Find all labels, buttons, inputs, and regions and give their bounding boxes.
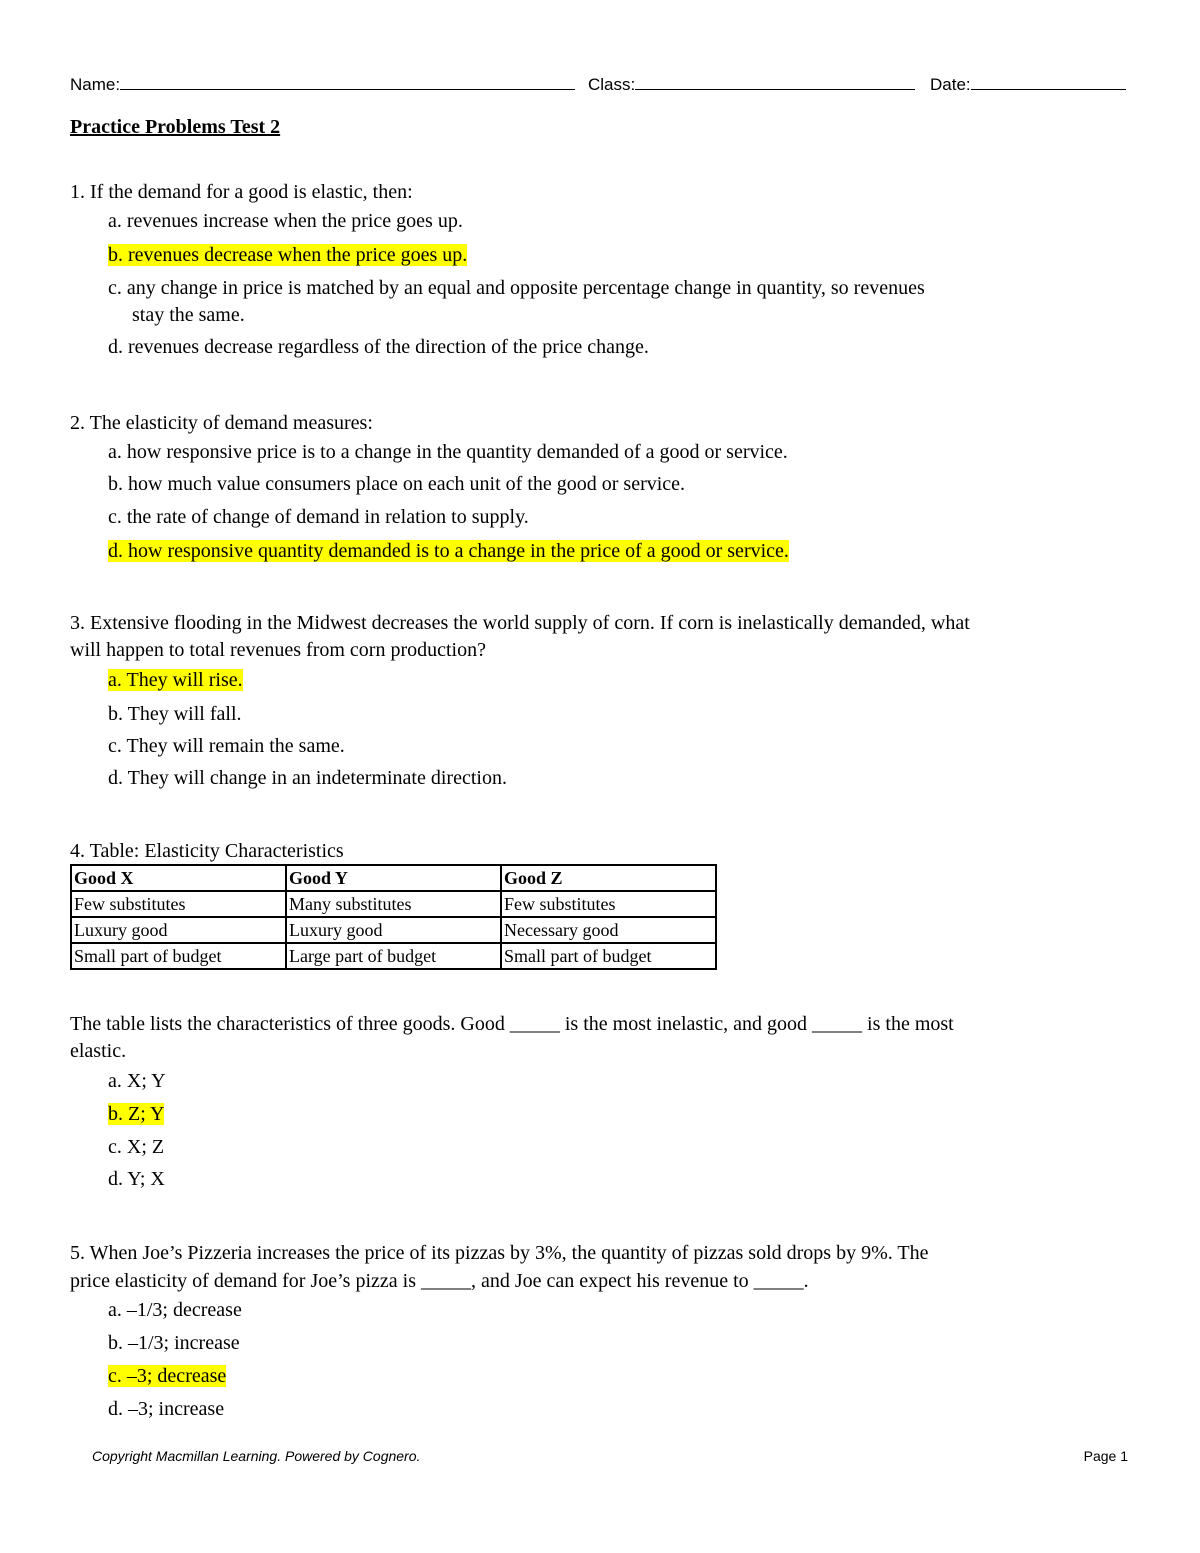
footer-page-number: Page 1 — [1083, 1448, 1128, 1464]
table-cell: Few substitutes — [71, 891, 286, 917]
question-2-option-c: c. the rate of change of demand in relation to supply. — [108, 506, 529, 528]
question-3-stem-line-2: will happen to total revenues from corn production? — [70, 639, 486, 661]
answer-highlight: b. Z; Y — [108, 1103, 165, 1125]
question-5-option-c — [108, 1363, 226, 1389]
table-row — [71, 943, 716, 969]
question-3-stem-line-1: 3. Extensive flooding in the Midwest decreases the world supply of corn. If corn is inelastically demanded, what — [70, 612, 970, 634]
table-cell: Small part of budget — [71, 943, 286, 969]
question-4-option-d: d. Y; X — [108, 1168, 165, 1190]
question-4-prompt-line-1: The table lists the characteristics of three goods. Good _____ is the most inelastic, and good _____ is the most — [70, 1013, 954, 1035]
table-header-cell: Good Y — [286, 865, 501, 891]
question-3-option-c: c. They will remain the same. — [108, 735, 345, 757]
table-row — [71, 917, 716, 943]
table-header-cell: Good X — [71, 865, 286, 891]
name-blank[interactable] — [120, 72, 575, 90]
table-header-row — [71, 865, 716, 891]
question-2-option-d — [108, 538, 789, 564]
name-field[interactable] — [70, 72, 575, 96]
question-1-option-c-cont: stay the same. — [132, 304, 245, 326]
question-3-option-a — [108, 667, 243, 693]
page-title: Practice Problems Test 2 — [70, 116, 281, 138]
question-4-option-b — [108, 1101, 164, 1127]
answer-highlight: c. –3; decrease — [108, 1365, 227, 1387]
table-cell: Luxury good — [71, 917, 286, 943]
class-blank[interactable] — [635, 72, 915, 90]
question-1-option-a: a. revenues increase when the price goes up. — [108, 210, 463, 232]
question-5-option-a: a. –1/3; decrease — [108, 1299, 242, 1321]
question-4-option-c: c. X; Z — [108, 1136, 165, 1158]
table-cell: Large part of budget — [286, 943, 501, 969]
table-row — [71, 891, 716, 917]
table-cell: Many substitutes — [286, 891, 501, 917]
table-cell: Luxury good — [286, 917, 501, 943]
question-1-option-c: c. any change in price is matched by an equal and opposite percentage change in quantity, so revenues — [108, 277, 925, 299]
date-label: Date: — [930, 75, 971, 94]
date-field[interactable] — [930, 72, 1126, 96]
question-4-stem: 4. Table: Elasticity Characteristics — [70, 840, 344, 862]
question-5-option-b: b. –1/3; increase — [108, 1332, 240, 1354]
question-1-option-b — [108, 242, 467, 268]
question-1-stem: 1. If the demand for a good is elastic, then: — [70, 181, 413, 203]
table-cell: Necessary good — [501, 917, 716, 943]
question-2-option-a: a. how responsive price is to a change in the quantity demanded of a good or service. — [108, 441, 788, 463]
class-field[interactable] — [588, 72, 915, 96]
question-3-option-d: d. They will change in an indeterminate direction. — [108, 767, 507, 789]
question-3-option-b: b. They will fall. — [108, 703, 242, 725]
question-5-option-d: d. –3; increase — [108, 1398, 225, 1420]
question-5-stem-line-2: price elasticity of demand for Joe’s pizza is _____, and Joe can expect his revenue to _____. — [70, 1270, 809, 1292]
date-blank[interactable] — [971, 72, 1126, 90]
table-cell: Small part of budget — [501, 943, 716, 969]
footer-copyright: Copyright Macmillan Learning. Powered by Cognero. — [92, 1448, 421, 1464]
answer-highlight: a. They will rise. — [108, 669, 243, 691]
elasticity-table — [70, 864, 717, 970]
name-label: Name: — [70, 75, 121, 94]
question-1-option-d: d. revenues decrease regardless of the direction of the price change. — [108, 336, 649, 358]
answer-highlight: b. revenues decrease when the price goes up. — [108, 244, 468, 266]
question-2-stem: 2. The elasticity of demand measures: — [70, 412, 373, 434]
question-4-option-a: a. X; Y — [108, 1070, 166, 1092]
class-label: Class: — [588, 75, 636, 94]
table-header-cell: Good Z — [501, 865, 716, 891]
question-4-prompt-line-2: elastic. — [70, 1040, 127, 1062]
question-2-option-b: b. how much value consumers place on each unit of the good or service. — [108, 473, 686, 495]
answer-highlight: d. how responsive quantity demanded is to a change in the price of a good or service. — [108, 540, 789, 562]
question-5-stem-line-1: 5. When Joe’s Pizzeria increases the price of its pizzas by 3%, the quantity of pizzas sold drops by 9%. The — [70, 1242, 929, 1264]
table-cell: Few substitutes — [501, 891, 716, 917]
